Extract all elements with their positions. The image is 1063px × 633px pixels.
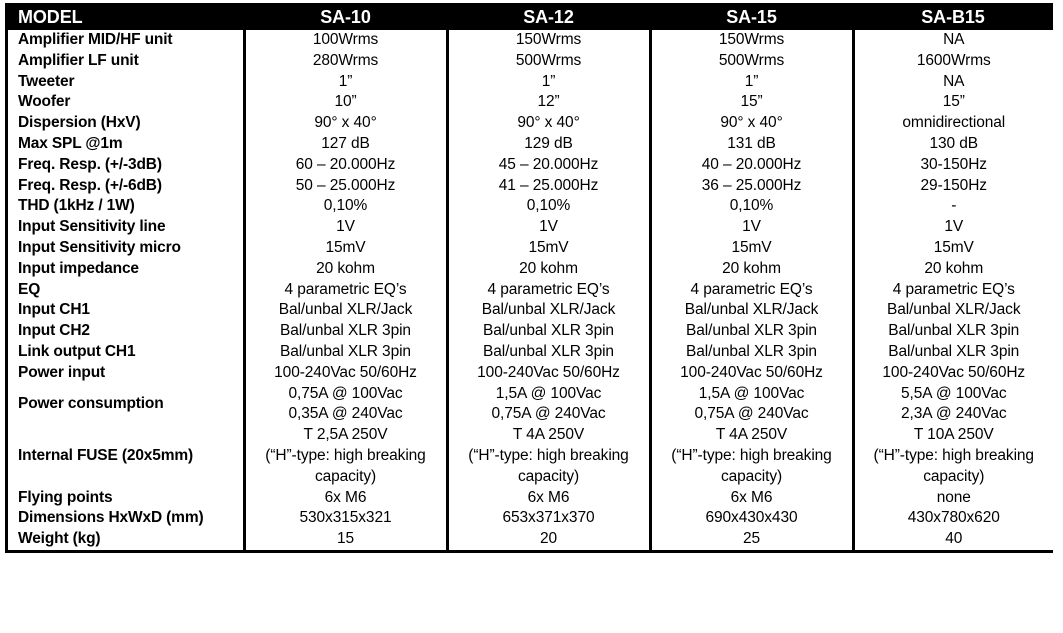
cell-input-sensitivity-micro-sa-15: 15mV [650, 238, 853, 259]
cell-link-output-ch1-sa-15: Bal/unbal XLR 3pin [650, 342, 853, 363]
row-label-freq-resp-3db: Freq. Resp. (+/-3dB) [8, 155, 244, 176]
value-line: (“H”-type: high breaking [265, 446, 426, 464]
value-line: 5,5A @ 100Vac [901, 384, 1007, 402]
cell-power-input-sa-10: 100-240Vac 50/60Hz [244, 363, 447, 384]
header-cell-sa-b15: SA-B15 [853, 6, 1053, 30]
row-label-dimensions-hxwxd-mm: Dimensions HxWxD (mm) [8, 508, 244, 529]
cell-max-spl-1m-sa-b15: 130 dB [853, 134, 1053, 155]
cell-dispersion-hxv-sa-10: 90° x 40° [244, 113, 447, 134]
cell-input-ch2-sa-12: Bal/unbal XLR 3pin [447, 321, 650, 342]
value-stack [246, 425, 446, 487]
table-row [8, 259, 1053, 280]
row-label-tweeter: Tweeter [8, 72, 244, 93]
cell-amplifier-mid-hf-unit-sa-b15: NA [853, 30, 1053, 51]
table-row [8, 134, 1053, 155]
table-row [8, 384, 1053, 426]
value-line: capacity) [314, 467, 377, 485]
header-cell-sa-12: SA-12 [447, 6, 650, 30]
value-stack [246, 384, 446, 426]
value-line: capacity) [923, 467, 985, 485]
row-label-eq: EQ [8, 280, 244, 301]
value-stack [855, 384, 1054, 426]
cell-eq-sa-10: 4 parametric EQ’s [244, 280, 447, 301]
value-line: 0,35A @ 240Vac [288, 405, 403, 423]
row-label-input-ch1: Input CH1 [8, 300, 244, 321]
cell-power-input-sa-12: 100-240Vac 50/60Hz [447, 363, 650, 384]
cell-link-output-ch1-sa-12: Bal/unbal XLR 3pin [447, 342, 650, 363]
cell-woofer-sa-b15: 15” [853, 92, 1053, 113]
value-stack [652, 384, 852, 426]
cell-freq-resp-3db-sa-15: 40 – 20.000Hz [650, 155, 853, 176]
table-row [8, 529, 1053, 550]
cell-amplifier-mid-hf-unit-sa-12: 150Wrms [447, 30, 650, 51]
value-line: (“H”-type: high breaking [873, 446, 1034, 464]
cell-link-output-ch1-sa-10: Bal/unbal XLR 3pin [244, 342, 447, 363]
cell-internal-fuse-20x5mm-sa-b15 [853, 425, 1053, 487]
cell-weight-kg-sa-15: 25 [650, 529, 853, 550]
row-label-amplifier-mid-hf-unit: Amplifier MID/HF unit [8, 30, 244, 51]
cell-eq-sa-b15: 4 parametric EQ’s [853, 280, 1053, 301]
table-row [8, 363, 1053, 384]
cell-flying-points-sa-b15: none [853, 488, 1053, 509]
cell-input-ch1-sa-12: Bal/unbal XLR/Jack [447, 300, 650, 321]
cell-thd-1khz-1w-sa-15: 0,10% [650, 196, 853, 217]
spec-table [8, 6, 1053, 550]
row-label-internal-fuse-20x5mm: Internal FUSE (20x5mm) [8, 425, 244, 487]
table-row [8, 488, 1053, 509]
cell-flying-points-sa-15: 6x M6 [650, 488, 853, 509]
row-label-freq-resp-6db: Freq. Resp. (+/-6dB) [8, 176, 244, 197]
cell-amplifier-mid-hf-unit-sa-10: 100Wrms [244, 30, 447, 51]
header-cell-model: MODEL [8, 6, 244, 30]
table-row [8, 425, 1053, 487]
value-line: T 4A 250V [715, 426, 788, 444]
cell-input-sensitivity-line-sa-15: 1V [650, 217, 853, 238]
cell-internal-fuse-20x5mm-sa-10 [244, 425, 447, 487]
cell-thd-1khz-1w-sa-b15: - [853, 196, 1053, 217]
value-line: capacity) [720, 467, 783, 485]
cell-power-consumption-sa-b15 [853, 384, 1053, 426]
value-stack [449, 384, 649, 426]
table-row [8, 51, 1053, 72]
cell-amplifier-lf-unit-sa-b15: 1600Wrms [853, 51, 1053, 72]
cell-input-ch2-sa-10: Bal/unbal XLR 3pin [244, 321, 447, 342]
spec-table-container [5, 3, 1053, 553]
table-row [8, 300, 1053, 321]
cell-tweeter-sa-15: 1” [650, 72, 853, 93]
table-row [8, 321, 1053, 342]
cell-amplifier-mid-hf-unit-sa-15: 150Wrms [650, 30, 853, 51]
cell-input-sensitivity-micro-sa-b15: 15mV [853, 238, 1053, 259]
row-label-power-input: Power input [8, 363, 244, 384]
value-line: 1,5A @ 100Vac [495, 384, 602, 402]
cell-eq-sa-12: 4 parametric EQ’s [447, 280, 650, 301]
header-cell-sa-15: SA-15 [650, 6, 853, 30]
cell-input-sensitivity-line-sa-b15: 1V [853, 217, 1053, 238]
cell-amplifier-lf-unit-sa-10: 280Wrms [244, 51, 447, 72]
table-row [8, 155, 1053, 176]
value-stack [449, 425, 649, 487]
cell-flying-points-sa-12: 6x M6 [447, 488, 650, 509]
table-row [8, 238, 1053, 259]
cell-power-consumption-sa-12 [447, 384, 650, 426]
cell-input-sensitivity-line-sa-10: 1V [244, 217, 447, 238]
cell-eq-sa-15: 4 parametric EQ’s [650, 280, 853, 301]
cell-input-sensitivity-micro-sa-10: 15mV [244, 238, 447, 259]
cell-input-impedance-sa-b15: 20 kohm [853, 259, 1053, 280]
table-row [8, 196, 1053, 217]
cell-max-spl-1m-sa-12: 129 dB [447, 134, 650, 155]
value-line: 1,5A @ 100Vac [698, 384, 805, 402]
table-row [8, 217, 1053, 238]
cell-weight-kg-sa-10: 15 [244, 529, 447, 550]
cell-weight-kg-sa-b15: 40 [853, 529, 1053, 550]
cell-amplifier-lf-unit-sa-15: 500Wrms [650, 51, 853, 72]
row-label-input-impedance: Input impedance [8, 259, 244, 280]
cell-freq-resp-3db-sa-12: 45 – 20.000Hz [447, 155, 650, 176]
table-row [8, 508, 1053, 529]
cell-dimensions-hxwxd-mm-sa-12: 653x371x370 [447, 508, 650, 529]
table-row [8, 280, 1053, 301]
cell-freq-resp-6db-sa-b15: 29-150Hz [853, 176, 1053, 197]
cell-input-ch1-sa-10: Bal/unbal XLR/Jack [244, 300, 447, 321]
cell-power-input-sa-b15: 100-240Vac 50/60Hz [853, 363, 1053, 384]
table-row [8, 176, 1053, 197]
cell-max-spl-1m-sa-10: 127 dB [244, 134, 447, 155]
cell-freq-resp-3db-sa-10: 60 – 20.000Hz [244, 155, 447, 176]
cell-amplifier-lf-unit-sa-12: 500Wrms [447, 51, 650, 72]
cell-input-impedance-sa-10: 20 kohm [244, 259, 447, 280]
row-label-power-consumption: Power consumption [8, 384, 244, 426]
row-label-link-output-ch1: Link output CH1 [8, 342, 244, 363]
value-line: 0,75A @ 240Vac [491, 405, 606, 423]
row-label-flying-points: Flying points [8, 488, 244, 509]
cell-freq-resp-6db-sa-12: 41 – 25.000Hz [447, 176, 650, 197]
cell-freq-resp-3db-sa-b15: 30-150Hz [853, 155, 1053, 176]
row-label-max-spl-1m: Max SPL @1m [8, 134, 244, 155]
table-row [8, 30, 1053, 51]
table-body [8, 30, 1053, 550]
cell-woofer-sa-10: 10” [244, 92, 447, 113]
table-row [8, 113, 1053, 134]
table-row [8, 92, 1053, 113]
cell-dispersion-hxv-sa-15: 90° x 40° [650, 113, 853, 134]
row-label-input-sensitivity-micro: Input Sensitivity micro [8, 238, 244, 259]
cell-input-impedance-sa-15: 20 kohm [650, 259, 853, 280]
cell-weight-kg-sa-12: 20 [447, 529, 650, 550]
cell-input-impedance-sa-12: 20 kohm [447, 259, 650, 280]
cell-freq-resp-6db-sa-15: 36 – 25.000Hz [650, 176, 853, 197]
row-label-weight-kg: Weight (kg) [8, 529, 244, 550]
cell-tweeter-sa-12: 1” [447, 72, 650, 93]
cell-power-consumption-sa-15 [650, 384, 853, 426]
value-line: 2,3A @ 240Vac [901, 405, 1007, 423]
row-label-thd-1khz-1w: THD (1kHz / 1W) [8, 196, 244, 217]
value-line: T 2,5A 250V [303, 426, 388, 444]
cell-internal-fuse-20x5mm-sa-15 [650, 425, 853, 487]
cell-woofer-sa-15: 15” [650, 92, 853, 113]
cell-dispersion-hxv-sa-12: 90° x 40° [447, 113, 650, 134]
value-line: 0,75A @ 100Vac [288, 384, 403, 402]
cell-power-input-sa-15: 100-240Vac 50/60Hz [650, 363, 853, 384]
cell-tweeter-sa-b15: NA [853, 72, 1053, 93]
header-row [8, 6, 1053, 30]
value-line: (“H”-type: high breaking [671, 446, 832, 464]
cell-dispersion-hxv-sa-b15: omnidirectional [853, 113, 1053, 134]
row-label-woofer: Woofer [8, 92, 244, 113]
table-row [8, 342, 1053, 363]
cell-input-sensitivity-micro-sa-12: 15mV [447, 238, 650, 259]
cell-tweeter-sa-10: 1” [244, 72, 447, 93]
cell-thd-1khz-1w-sa-12: 0,10% [447, 196, 650, 217]
value-line: (“H”-type: high breaking [468, 446, 629, 464]
value-stack [652, 425, 852, 487]
header-cell-sa-10: SA-10 [244, 6, 447, 30]
row-label-dispersion-hxv: Dispersion (HxV) [8, 113, 244, 134]
cell-woofer-sa-12: 12” [447, 92, 650, 113]
cell-input-sensitivity-line-sa-12: 1V [447, 217, 650, 238]
cell-dimensions-hxwxd-mm-sa-b15: 430x780x620 [853, 508, 1053, 529]
table-row [8, 72, 1053, 93]
cell-input-ch1-sa-15: Bal/unbal XLR/Jack [650, 300, 853, 321]
cell-input-ch2-sa-15: Bal/unbal XLR 3pin [650, 321, 853, 342]
cell-internal-fuse-20x5mm-sa-12 [447, 425, 650, 487]
cell-thd-1khz-1w-sa-10: 0,10% [244, 196, 447, 217]
value-line: 0,75A @ 240Vac [694, 405, 809, 423]
value-line: T 10A 250V [913, 426, 994, 444]
value-line: T 4A 250V [512, 426, 585, 444]
value-stack [855, 425, 1054, 487]
table-header [8, 6, 1053, 30]
row-label-input-sensitivity-line: Input Sensitivity line [8, 217, 244, 238]
cell-flying-points-sa-10: 6x M6 [244, 488, 447, 509]
cell-input-ch2-sa-b15: Bal/unbal XLR 3pin [853, 321, 1053, 342]
cell-freq-resp-6db-sa-10: 50 – 25.000Hz [244, 176, 447, 197]
cell-max-spl-1m-sa-15: 131 dB [650, 134, 853, 155]
value-line: capacity) [517, 467, 580, 485]
row-label-input-ch2: Input CH2 [8, 321, 244, 342]
cell-power-consumption-sa-10 [244, 384, 447, 426]
row-label-amplifier-lf-unit: Amplifier LF unit [8, 51, 244, 72]
cell-dimensions-hxwxd-mm-sa-10: 530x315x321 [244, 508, 447, 529]
cell-input-ch1-sa-b15: Bal/unbal XLR/Jack [853, 300, 1053, 321]
cell-link-output-ch1-sa-b15: Bal/unbal XLR 3pin [853, 342, 1053, 363]
cell-dimensions-hxwxd-mm-sa-15: 690x430x430 [650, 508, 853, 529]
